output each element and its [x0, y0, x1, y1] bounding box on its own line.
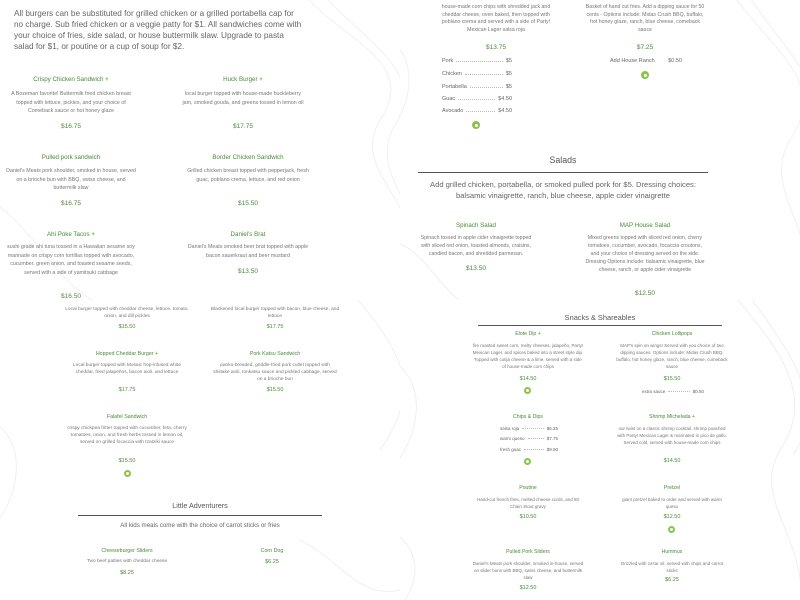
add-icon[interactable]: +: [155, 351, 159, 357]
item-price: $17.75: [233, 123, 253, 130]
menu-item-elote-dip[interactable]: [470, 331, 586, 337]
item-price: $14.50: [663, 458, 681, 464]
item-price: $14.50: [519, 376, 537, 382]
fries-price: $7.25: [636, 44, 654, 51]
item-name: Pulled pork sandwich: [41, 154, 101, 161]
item-description: crispy chickpea fritter topped with cucumber, feta, cherry tomatoes, onion, and fresh herbs tossed in lemon oil, served on grilled focaccia with tzatziki sauce: [67, 426, 187, 445]
menu-item-daniels-brat[interactable]: [172, 231, 324, 238]
item-price: $16.75: [61, 123, 81, 130]
nachos-description: house-made corn chips with shredded jack and cheddar cheese, oven baked, then topped with poblano crema and served with a side of Party! Mexican Lager salsa roja: [441, 4, 551, 33]
menu-item-hopped-cheddar[interactable]: [60, 351, 194, 357]
menu-item-pulled-pork[interactable]: [0, 154, 142, 161]
item-description: Daniel's Meats pork shoulder, smoked in-house, served on slider buns with BBQ, swiss cheese, and buttermilk slaw: [472, 561, 584, 580]
section-title-snacks: Snacks & Shareables: [564, 313, 636, 322]
option-row-guac[interactable]: Guac $4.50: [442, 96, 512, 102]
menu-item-map-house-salad[interactable]: MAP House Salad: [619, 222, 671, 229]
add-icon[interactable]: [668, 526, 675, 533]
item-description: Blackened local burger topped with bacon, blue cheese, and lettuce: [210, 307, 340, 319]
item-description: Local burger topped with cheddar cheese, lettuce, tomato, onion, and dill pickles: [65, 307, 189, 319]
option-row-avocado[interactable]: Avocado $4.50: [442, 108, 512, 114]
menu-item-poutine[interactable]: Poutine: [519, 485, 537, 491]
menu-item-ahi-poke-tacos[interactable]: [0, 231, 142, 238]
panel-salads: [400, 0, 800, 300]
item-description: Mixed greens topped with sliced red onion, cherry tomatoes, cucumber, avocado, focaccia croutons, and your choice of dressing served on the side. Dressing Options include: balsamic vinaigrette, blue cheese, ranch, or apple cider vinaigrette: [585, 235, 705, 273]
item-price: $15.50: [118, 324, 136, 330]
add-icon[interactable]: +: [537, 331, 541, 337]
add-icon[interactable]: [472, 121, 480, 129]
option-row-chicken[interactable]: Chicken $5: [442, 71, 512, 77]
option-row-warm-queso[interactable]: warm queso $7.75: [500, 436, 558, 441]
add-icon[interactable]: +: [105, 76, 109, 83]
section-title-little-adventurers: Little Adventurers: [172, 501, 228, 510]
item-price: $17.75: [266, 324, 284, 330]
item-description: Grilled chicken breast topped with pepperjack, fresh guac, poblano crema, lettuce, and red onion: [187, 168, 309, 183]
option-row-pork[interactable]: Pork $5: [442, 58, 512, 64]
menu-item-huck-burger[interactable]: [172, 76, 314, 83]
item-price: $6.25: [265, 559, 279, 565]
item-price: $15.50: [118, 458, 136, 464]
option-row-salsa-roja[interactable]: salsa roja $6.25: [500, 426, 558, 431]
menu-item-pork-katsu[interactable]: Pork Katsu Sandwich: [249, 351, 301, 357]
item-price: $15.50: [238, 200, 258, 207]
menu-item-chips-dips[interactable]: Chips & Dips: [513, 414, 543, 420]
item-description: Daniel's Meats pork shoulder, smoked in house, served on a brioche bun with BBQ, swiss cheese, and buttermilk slaw: [6, 168, 136, 191]
item-price: $8.25: [120, 570, 134, 576]
item-price: $15.50: [266, 387, 284, 393]
section-title-salads: Salads: [549, 155, 577, 165]
item-description: fire roasted sweet corn, melty cheeses, jalapeño, Party! Mexican Lager, and spices baked into a street style dip. Topped with cotija cheese & a lime. served with a side of house-made corn chips: [472, 343, 584, 369]
item-price: $16.75: [61, 200, 81, 207]
menu-item-crispy-chicken[interactable]: [0, 76, 142, 83]
menu-item-border-chicken[interactable]: [172, 154, 324, 161]
item-description: Local burger topped with Mosaic hop-infused white cheddar, fried jalapeños, bacon aioli, and lettuce: [73, 363, 181, 375]
add-icon[interactable]: [524, 387, 531, 394]
item-name: Border Chicken Sandwich: [212, 154, 284, 161]
panel-snacks: [400, 300, 800, 600]
item-description: giant pretzel baked to order and served with warm queso: [622, 497, 722, 509]
menu-item-corn-dog[interactable]: Corn Dog: [260, 548, 284, 554]
item-description: Daniel's Meats smoked beer brat topped with apple bacon sauerkraut and beer mustard: [187, 244, 309, 259]
option-row-portabella[interactable]: Portabella $5: [442, 84, 512, 90]
section-divider: [418, 172, 708, 173]
menu-item-shrimp-michelada[interactable]: [614, 414, 730, 420]
menu-item-falafel[interactable]: Falafel Sandwich: [106, 414, 148, 420]
item-price: $13.50: [238, 268, 258, 275]
section-divider: [78, 515, 322, 516]
item-name: Daniel's Brat: [230, 231, 266, 238]
kids-intro: All kids meals come with the choice of carrot sticks or fries: [120, 522, 280, 529]
menu-item-chicken-lollipops[interactable]: Chicken Lollipops: [651, 331, 693, 337]
panel-burgers-kids: [0, 300, 400, 600]
item-description: local burger topped with house-made huckleberry jam, smoked gouda, and greens tossed in lemon oil: [182, 91, 304, 106]
item-name: Crispy Chicken Sandwich: [33, 76, 104, 83]
item-description: our twist on a classic shrimp cocktail. shrimp poached with Party! Mexican Lager & marinated in pico de gallo. Served cold, served with house-made corn chips: [617, 426, 727, 445]
item-price: $6.25: [665, 577, 679, 583]
item-price: $12.50: [663, 514, 681, 520]
item-name: Huck Burger: [223, 76, 258, 83]
option-row-fresh-guac[interactable]: fresh guac $9.50: [500, 447, 558, 452]
fries-description: Basket of hand cut fries. Add a dipping sauce for 50 cents - Options include: Midas Crush BBQ, buffalo, hot honey glaze, ranch, blue cheese, comeback sauce: [585, 4, 705, 33]
topographic-background: [400, 300, 800, 600]
item-price: $17.75: [118, 387, 136, 393]
item-description: A Bozeman favorite! Buttermilk fried chicken breast topped with lettuce, pickles, and your choice of Comeback sauce or hot honey glaze: [11, 91, 131, 114]
add-icon[interactable]: [524, 458, 531, 465]
option-row-ranch[interactable]: Add House Ranch $0.50: [610, 58, 682, 64]
item-description: Spinach tossed in apple cider vinaigrette topped with sliced red onion, toasted almonds, craisins, candied bacon, and shredded parmesan.: [420, 235, 532, 257]
panel-sandwiches: [0, 0, 400, 300]
menu-item-cheeseburger-sliders[interactable]: Cheeseburger Sliders: [101, 548, 153, 554]
item-description: Hand-cut french fries, melted cheese curds, and 80 Chain Stout gravy: [476, 497, 580, 509]
topographic-background: [0, 300, 400, 600]
add-icon[interactable]: +: [259, 76, 263, 83]
item-name: Elote Dip: [515, 331, 537, 337]
menu-item-pretzel[interactable]: Pretzel: [663, 485, 681, 491]
add-icon[interactable]: [124, 470, 131, 477]
item-price: $12.50: [519, 585, 537, 591]
menu-item-spinach-salad[interactable]: Spinach Salad: [456, 222, 496, 229]
item-price: $12.50: [635, 290, 655, 297]
menu-item-hummus[interactable]: Hummus: [661, 549, 683, 555]
item-name: Shrimp Michelada: [648, 414, 691, 420]
menu-item-pulled-pork-sliders[interactable]: Pulled Pork Sliders: [506, 549, 550, 555]
add-icon[interactable]: +: [91, 231, 95, 238]
section-divider: [478, 325, 722, 326]
item-price: $13.50: [466, 265, 486, 272]
burger-substitution-note: All burgers can be substituted for grilled chicken or a grilled portabella cap for no charge. Sub fried chicken or a veggie patty for $1. All sandwiches come with your choice of fries, side salad, or house buttermilk slaw. Upgrade to pasta salad for $1, or poutine or a cup of soup for $2.: [14, 9, 302, 51]
item-price: $15.50: [663, 376, 681, 382]
nachos-price: $13.75: [486, 44, 506, 51]
item-description: panko-breaded, griddle-fried pork cutlet topped with shiitake aioli, tonkatsu sauce and pickled cabbage, served on a brioche bun: [213, 363, 337, 382]
option-row-extra-sauce[interactable]: extra sauce $0.50: [642, 389, 704, 394]
item-description: MAP's spin on wings! Served with you choice of two dipping sauces. Options include: Midas Crush BBQ, buffalo, hot honey glaze, ranch, blue cheese, comeback sauce: [616, 343, 728, 369]
item-name: Hopped Cheddar Burger: [95, 351, 154, 357]
add-icon[interactable]: +: [691, 414, 695, 420]
item-price: $16.50: [61, 293, 81, 300]
add-icon[interactable]: [641, 71, 649, 79]
item-description: Two beef patties with cheddar cheese: [86, 559, 168, 564]
item-price: $10.50: [519, 514, 537, 520]
item-description: Drizzled with za'tar oil, served with chips and carrot sticks: [621, 561, 723, 573]
item-name: Ahi Poke Tacos: [47, 231, 90, 238]
item-description: sushi grade ahi tuna tossed in a Hawaiian sesame soy marinade on crispy corn tortillas topped with avocado, cucumber, green onion, and toasted sesame seeds, served with a side of yamitsuki cabbage: [7, 244, 135, 276]
salads-intro: Add grilled chicken, portabella, or smoked pulled pork for $5. Dressing choices: balsamic vinaigrette, ranch, blue cheese, apple cider vinaigrette: [430, 180, 696, 200]
